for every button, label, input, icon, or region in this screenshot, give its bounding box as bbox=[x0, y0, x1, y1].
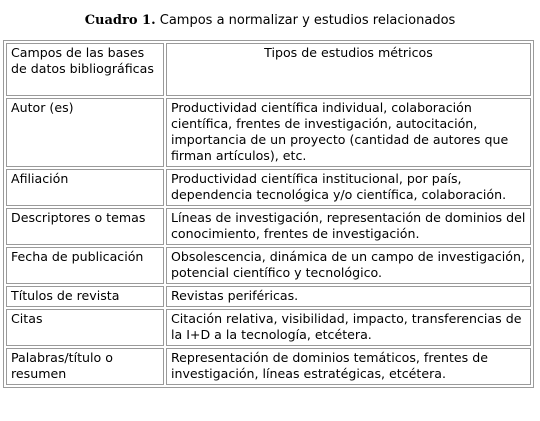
cell-field: Autor (es) bbox=[6, 98, 164, 167]
table-row bbox=[6, 309, 531, 346]
fields-studies-table bbox=[3, 40, 534, 388]
cell-studies: Representación de dominios temáticos, frentes de investigación, líneas estratégicas, etcétera. bbox=[166, 348, 531, 385]
table-caption bbox=[0, 12, 540, 30]
cell-studies: Revistas periféricas. bbox=[166, 286, 531, 307]
cell-field: Títulos de revista bbox=[6, 286, 164, 307]
header-fields: Campos de las bases de datos bibliográficas bbox=[6, 43, 164, 96]
table-row bbox=[6, 286, 531, 307]
cell-field: Descriptores o temas bbox=[6, 208, 164, 245]
table-row bbox=[6, 247, 531, 284]
cell-studies: Citación relativa, visibilidad, impacto, transferencias de la I+D a la tecnología, etcétera. bbox=[166, 309, 531, 346]
cell-field: Citas bbox=[6, 309, 164, 346]
table-row bbox=[6, 98, 531, 167]
cell-field: Fecha de publicación bbox=[6, 247, 164, 284]
table-row bbox=[6, 208, 531, 245]
caption-title: Campos a normalizar y estudios relacionados bbox=[155, 13, 456, 28]
cell-field: Palabras/título o resumen bbox=[6, 348, 164, 385]
cell-field: Afiliación bbox=[6, 169, 164, 206]
table-row bbox=[6, 169, 531, 206]
table-header-row bbox=[6, 43, 531, 96]
cell-studies: Líneas de investigación, representación de dominios del conocimiento, frentes de investigación. bbox=[166, 208, 531, 245]
header-study-types: Tipos de estudios métricos bbox=[166, 43, 531, 96]
caption-label: Cuadro 1. bbox=[84, 13, 156, 28]
cell-studies: Productividad científica individual, colaboración científica, frentes de investigación, autocitación, importancia de un proyecto (cantidad de autores que firman artículos), etc. bbox=[166, 98, 531, 167]
table-row bbox=[6, 348, 531, 385]
cell-studies: Productividad científica institucional, por país, dependencia tecnológica y/o científica, colaboración. bbox=[166, 169, 531, 206]
cell-studies: Obsolescencia, dinámica de un campo de investigación, potencial científico y tecnológico. bbox=[166, 247, 531, 284]
